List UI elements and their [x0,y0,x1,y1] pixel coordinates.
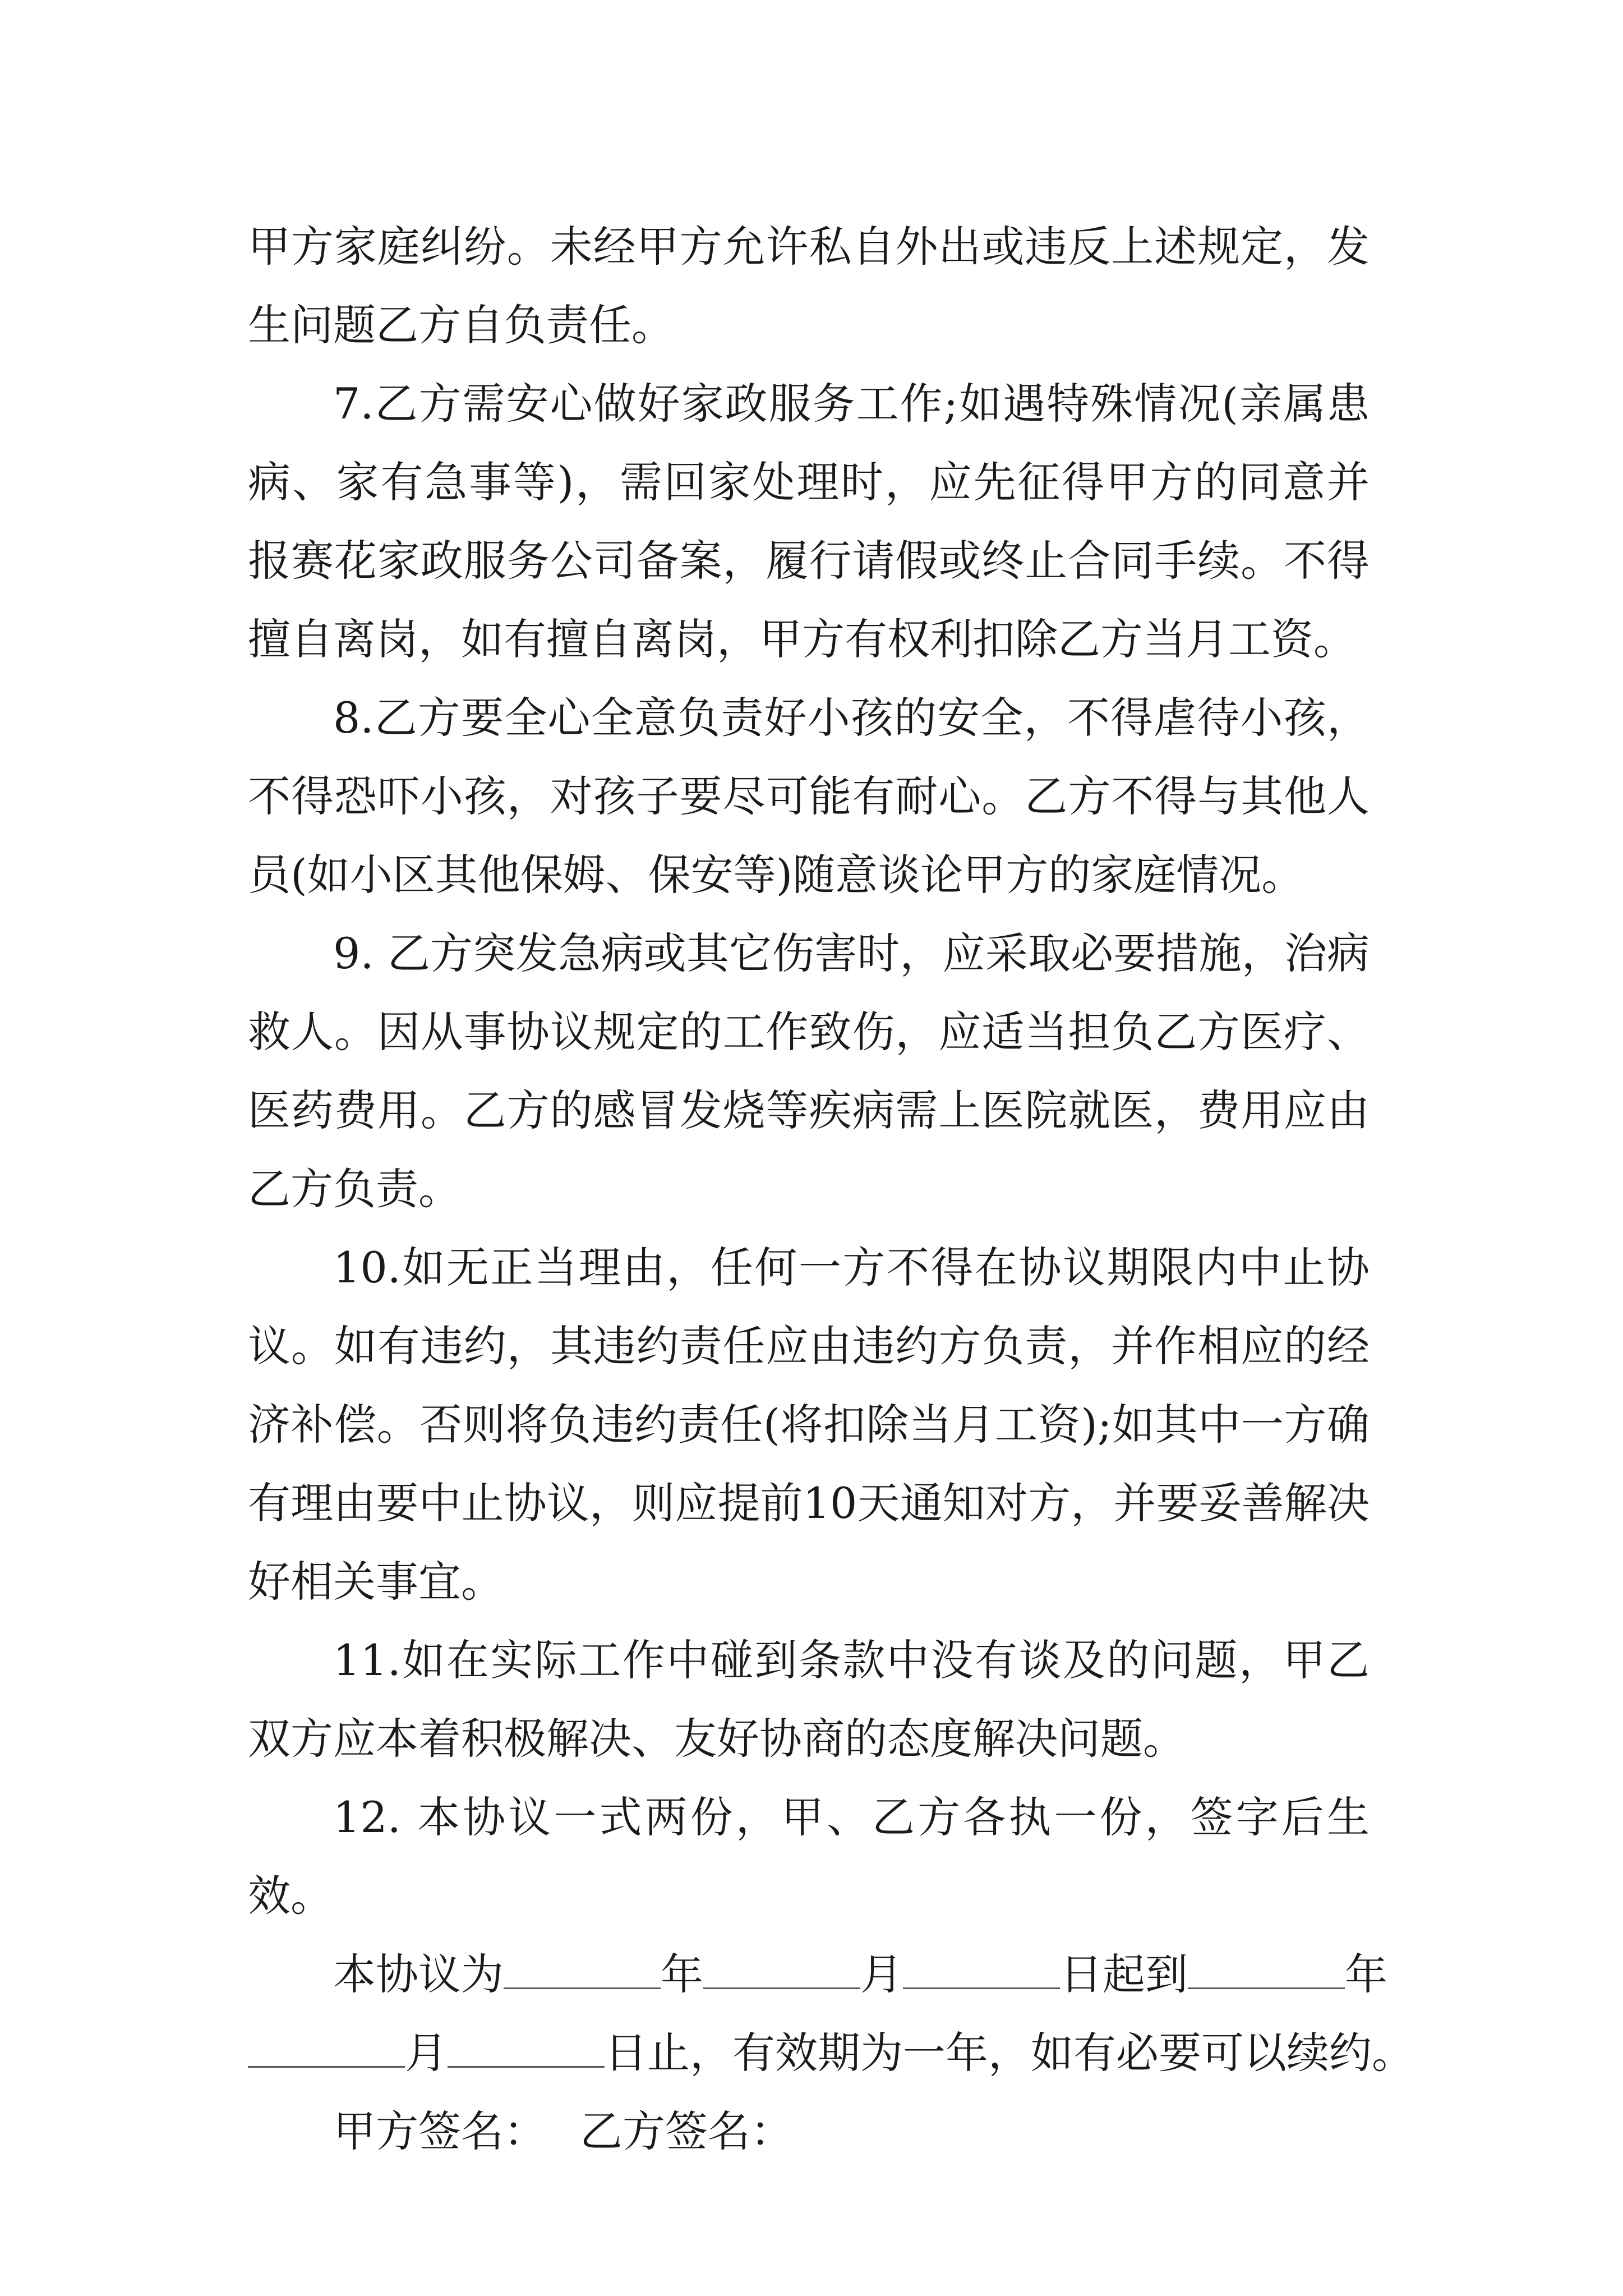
term-prefix: 本协议为 [333,1949,504,1999]
clause-8: 8.乙方要全心全意负责好小孩的安全，不得虐待小孩，不得恐吓小孩，对孩子要尽可能有耐心。乙方不得与其他人员(如小区其他保姆、保安等)随意谈论甲方的家庭情况。 [248,693,1370,900]
term-day-end-label: 日止，有效期为一年，如有必要可以续约。 [605,2028,1414,2078]
clause-10: 10.如无正当理由，任何一方不得在协议期限内中止协议。如有违约，其违约责任应由违约方负责，并作相应的经济补偿。否则将负违约责任(将扣除当月工资);如其中一方确有理由要中止协议，则应提前10天通知对方，并要妥善解决好相关事宜。 [248,1243,1370,1607]
blank-start-day[interactable] [903,1953,1060,1989]
term-month-label-2: 月 [405,2028,448,2078]
term-year-label: 年 [661,1949,703,1999]
blank-end-day[interactable] [448,2031,605,2068]
term-day-start-label: 日起到 [1060,1949,1188,1999]
term-month-label: 月 [860,1949,903,1999]
term-line-1 [248,1935,1387,2014]
party-b-signature-label: 乙方签名： [580,2106,793,2156]
clause-12: 12. 本协议一式两份，甲、乙方各执一份，签字后生效。 [248,1792,1370,1921]
signature-row [248,2092,1370,2171]
blank-end-year[interactable] [1188,1953,1345,1989]
paragraph-continuation: 甲方家庭纠纷。未经甲方允许私自外出或违反上述规定，发生问题乙方自负责任。 [248,222,1370,350]
blank-end-month[interactable] [248,2031,405,2068]
term-line-2 [248,2014,1414,2092]
clause-7: 7.乙方需安心做好家政服务工作;如遇特殊情况(亲属患病、家有急事等)，需回家处理时，应先征得甲方的同意并报赛花家政服务公司备案，履行请假或终止合同手续。不得擅自离岗，如有擅自离岗，甲方有权利扣除乙方当月工资。 [248,379,1370,664]
clause-11: 11.如在实际工作中碰到条款中没有谈及的问题，甲乙双方应本着积极解决、友好协商的态度解决问题。 [248,1635,1370,1764]
blank-start-month[interactable] [703,1953,860,1989]
document-page [248,208,1414,2171]
term-year-label-2: 年 [1345,1949,1387,1999]
party-a-signature-label: 甲方签名： [333,2106,546,2156]
clause-9: 9. 乙方突发急病或其它伤害时，应采取必要措施，治病救人。因从事协议规定的工作致伤，应适当担负乙方医疗、医药费用。乙方的感冒发烧等疾病需上医院就医，费用应由乙方负责。 [248,928,1370,1214]
blank-start-year[interactable] [504,1953,661,1989]
